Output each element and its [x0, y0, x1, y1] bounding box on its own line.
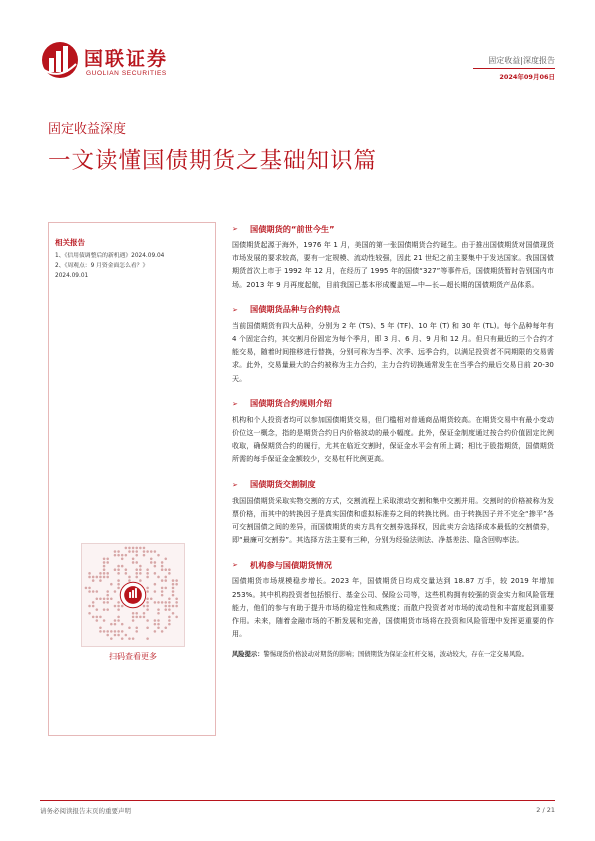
- sidebar-panel: [48, 222, 216, 736]
- section-heading: [232, 558, 554, 572]
- section-body: 当前国债期货有四大品种，分别为 2 年 (TS)、5 年 (TF)、10 年 (T) 和 30 年 (TL)。每个品种每年有 4 个固定合约，其交割月份固定为每个季月，即 3 月、6 月、9 月和 12 月。但只有最近的三个合约才能交易，随着时间推移进行替换，分别可称为当季、次季、远季合约，以满足投资者不同期限的交易需求。此外，交易量最大的合约被称为主力合约，主力合约切换通常发生在当季合约最后交易日前 20-30 天。: [232, 321, 554, 383]
- related-reports-title: 相关报告: [55, 238, 85, 247]
- qr-code-block: [81, 543, 185, 667]
- arrow-right-icon: ➢: [232, 561, 238, 570]
- page-header: [0, 0, 595, 90]
- section-title: 国债期货品种与合约特点: [250, 304, 341, 315]
- risk-label: 风险提示：: [232, 651, 264, 659]
- header-divider: [473, 68, 555, 69]
- risk-text: 警惕现货价格波动对期货的影响；国债期货为保证金杠杆交易，波动较大，存在一定交易风险。: [263, 651, 528, 659]
- logo-text-cn: 国联证券: [84, 48, 169, 70]
- section-body: 机构和个人投资者均可以参加国债期货交易，但门槛相对普通商品期货较高。在期货交易中有最小变动价位这一概念，指的是期货合约日内价格波动的最小幅度。此外，保证金制度通过按合约价值固定比例收取，确保期货合约的履行，尤其在临近交割时，保证金水平会有所上调；相比于股指期货，国债期货所需的每手保证金金额较少，交易杠杆比例更高。: [232, 415, 554, 464]
- section-body: 国债期货起源于海外，1976 年 1 月，美国的第一张国债期货合约诞生。由于推出国债期货对国债现货市场发展的要求较高，要有一定规模、流动性较强，因此 21 世纪之前主要集中于发达国家。我国国债期货首次上市于 1992 年 12 月，在经历了 1995 年的国债“327”等事件后，国债期货暂时告别国内市场。2013 年 9 月再度起航，目前我国已基本形成覆盖短—中—长—超长期的国债期货产品体系。: [232, 241, 554, 289]
- qr-caption: 扫码查看更多: [109, 652, 157, 661]
- section-title: 国债期货交割制度: [250, 479, 316, 490]
- summary-section: [232, 558, 554, 641]
- report-category: 固定收益深度: [48, 122, 127, 137]
- report-type: 固定收益|深度报告: [488, 56, 555, 65]
- footer-divider: [40, 800, 555, 801]
- summary-section: [232, 222, 554, 292]
- page-title: 一文读懂国债期货之基础知识篇: [48, 148, 378, 174]
- related-report-date: 2024.09.04: [131, 253, 165, 259]
- footer-disclaimer: 请务必阅读报告末页的重要声明: [40, 807, 131, 815]
- risk-warning: [232, 649, 554, 661]
- section-body: 我国国债期货采取实物交割的方式，交割流程上采取滚动交割和集中交割并用。交割时的价格被称为发票价格，而其中的转换因子是真实国债和虚拟标准券之间的转换比例。由于转换因子并不完全“掺平”各可交割国债之间的差异，而国债期货的卖方具有交割券选择权，因此卖方会选择成本最低的交割债券，即“最廉可交割券”。其选择方法主要有三种，分别为经验法则法、净基差法、隐含回购率法。: [232, 496, 554, 545]
- related-report-item[interactable]: [55, 251, 215, 261]
- summary-section: [232, 397, 554, 467]
- section-heading: [232, 303, 554, 317]
- guolian-logo-icon: [40, 40, 78, 80]
- related-report-title: 1、《信用债调整后的新机遇》: [55, 253, 132, 259]
- section-heading: [232, 222, 554, 236]
- main-content: [232, 222, 554, 661]
- related-report-date: 2024.09.01: [55, 273, 89, 279]
- arrow-right-icon: ➢: [232, 305, 238, 314]
- arrow-right-icon: ➢: [232, 480, 238, 489]
- company-logo: [40, 40, 190, 84]
- report-type-block: [488, 55, 555, 66]
- related-report-title: 2、《周观点：9 月资金面怎么看？》: [55, 263, 149, 269]
- logo-text-en: GUOLIAN SECURITIES: [86, 70, 167, 77]
- arrow-right-icon: ➢: [232, 225, 238, 233]
- related-report-item[interactable]: [55, 261, 215, 281]
- report-date: 2024年09月06日: [499, 73, 555, 81]
- section-title: 国债期货的“前世今生”: [250, 223, 335, 234]
- section-heading: [232, 397, 554, 411]
- section-title: 国债期货合约规则介绍: [250, 398, 332, 409]
- arrow-right-icon: ➢: [232, 399, 238, 408]
- summary-section: [232, 303, 554, 386]
- section-body: 国债期货市场规模稳步增长。2023 年，国债期货日均成交量达到 18.87 万手，较 2019 年增加 253%。其中机构投资者包括银行、基金公司、保险公司等，这些机构拥有较强的资金实力和风险管理能力，他们的参与有助于提升市场的稳定性和成熟度；而散户投资者对市场的流动性和丰富度起到重要作用。未来，随着金融市场的不断发展和完善，国债期货市场将在投资和风险管理中发挥更重要的作用。: [232, 577, 554, 639]
- related-reports-list: [55, 251, 215, 281]
- page-number: 2 / 21: [536, 806, 555, 814]
- qr-code-icon[interactable]: [81, 543, 185, 647]
- summary-section: [232, 478, 554, 548]
- section-heading: [232, 478, 554, 492]
- section-title: 机构参与国债期货情况: [250, 559, 332, 570]
